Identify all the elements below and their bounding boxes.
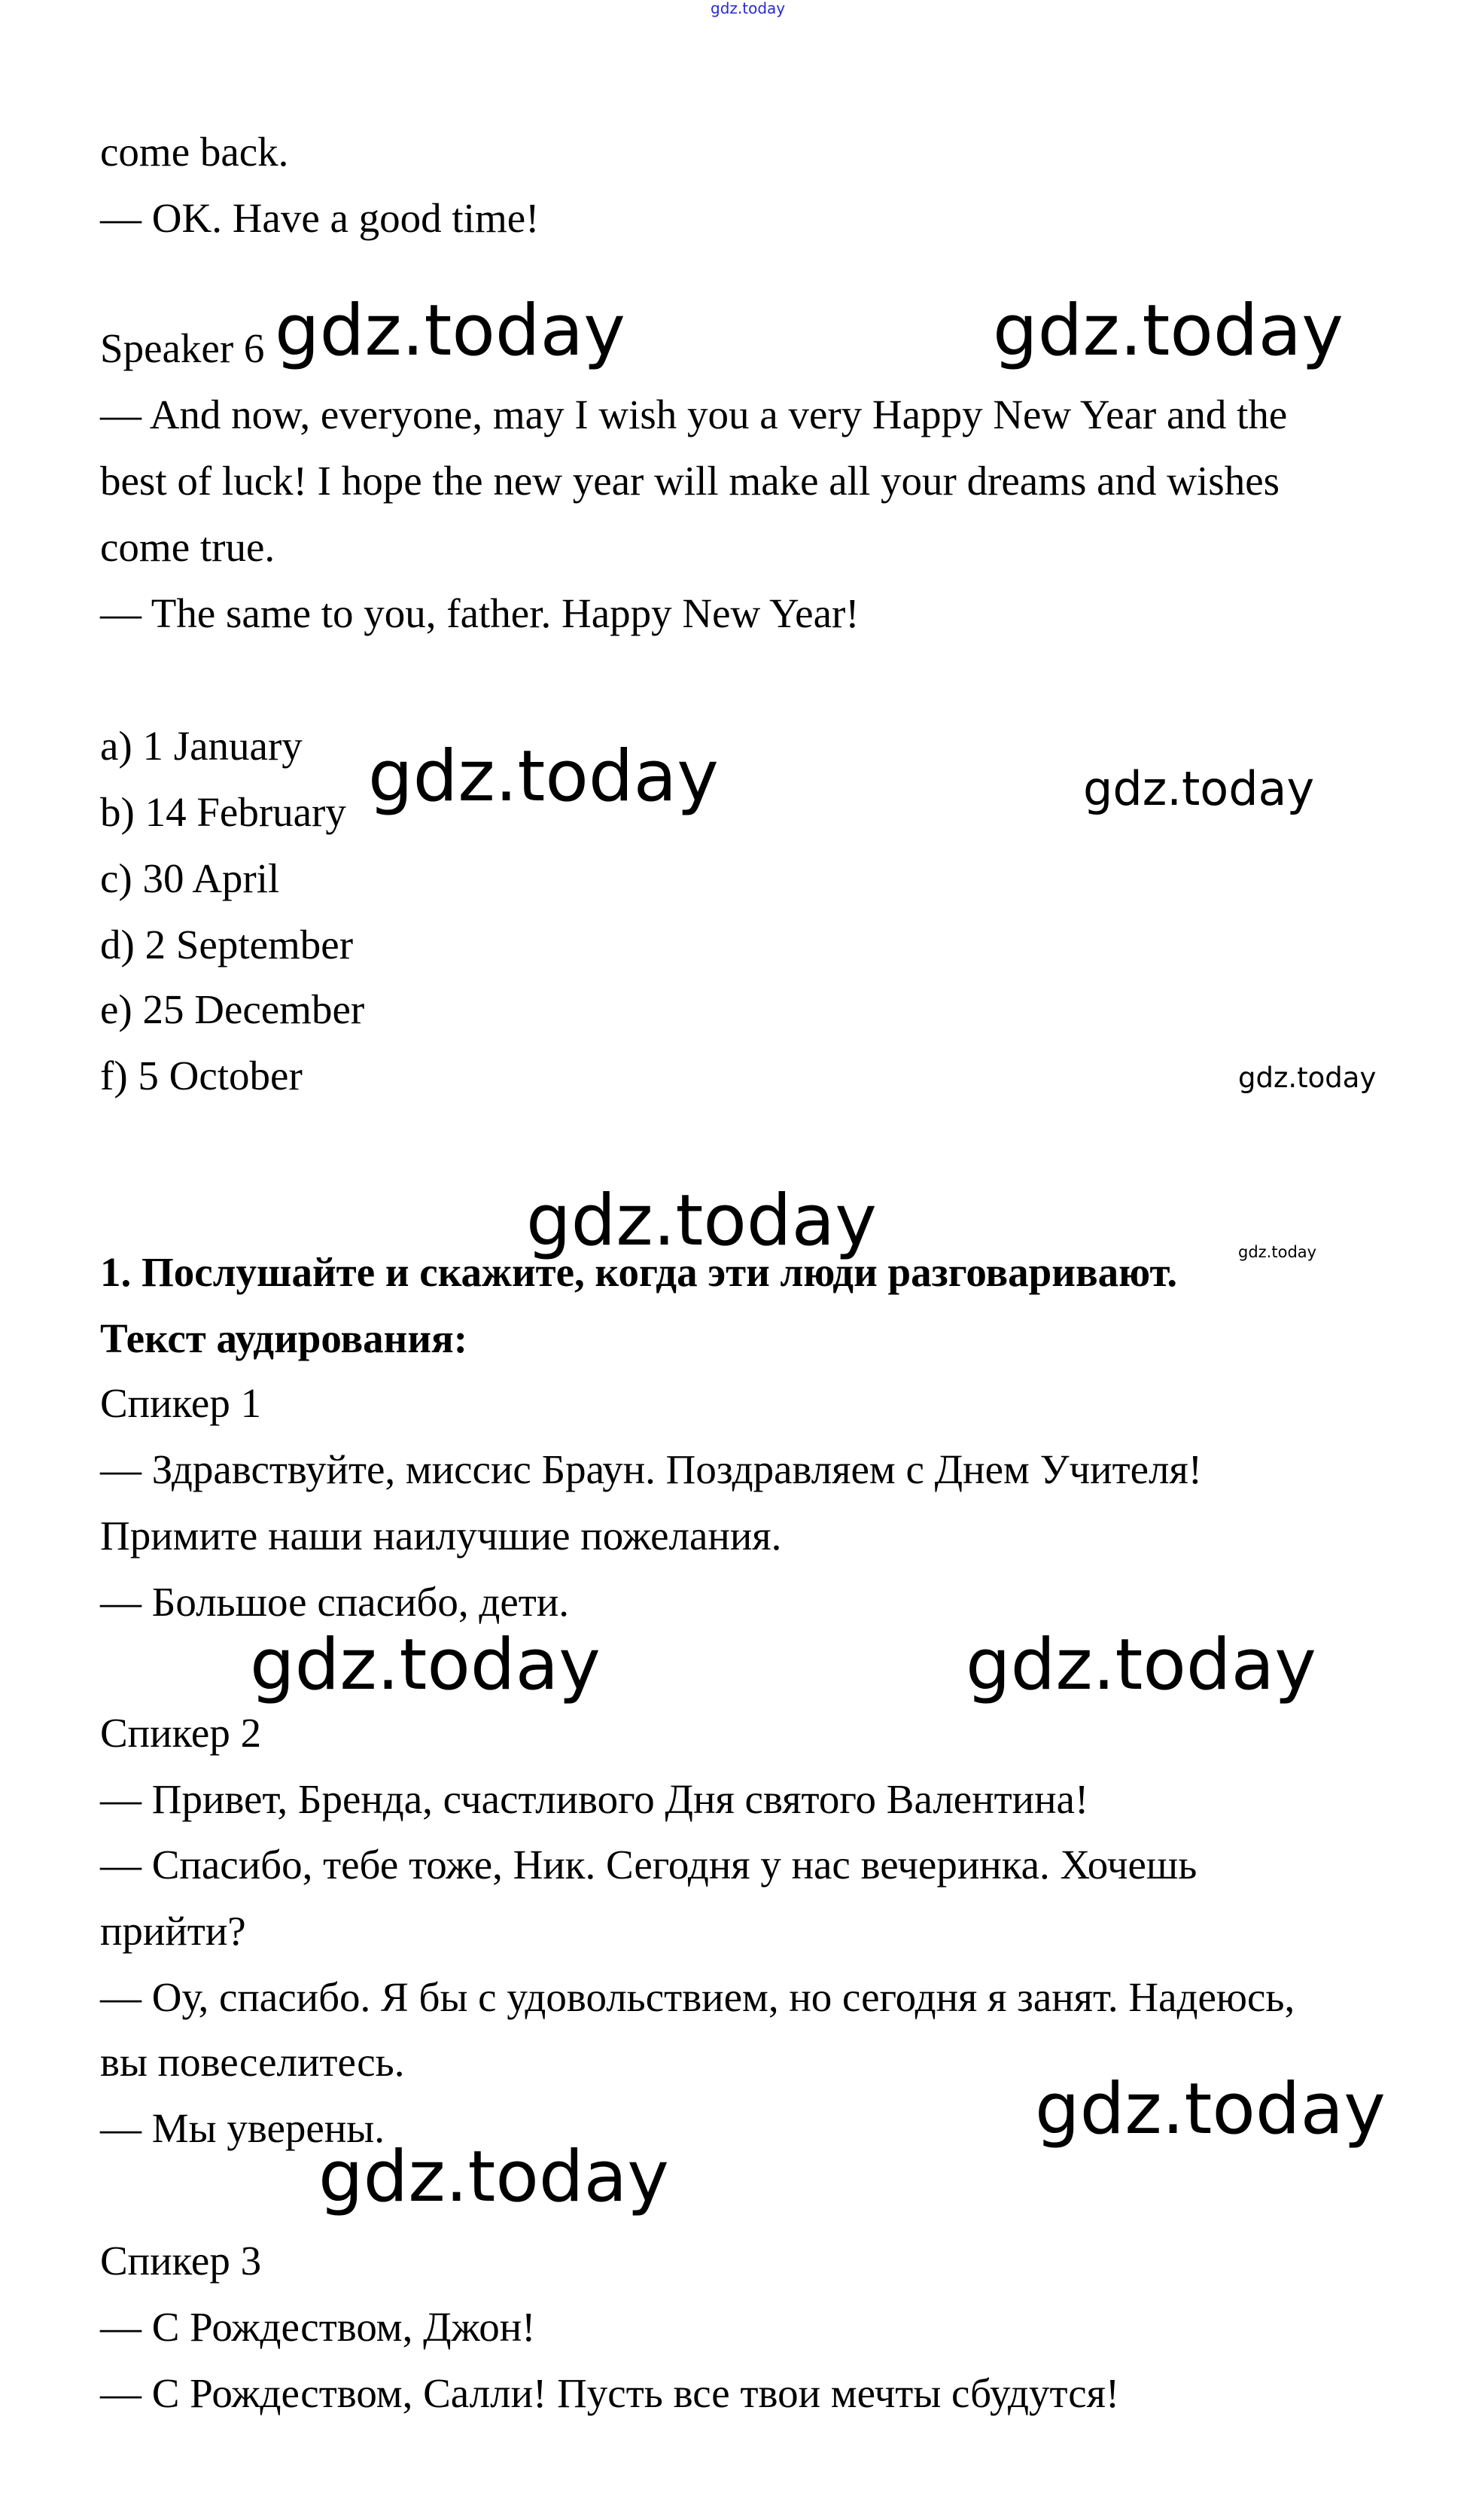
watermark: gdz.today [526,1180,877,1262]
dialogue-line: — OK. Have a good time! [100,195,540,241]
dialogue-line: come back. [100,129,289,175]
dialogue-line: — Привет, Бренда, счастливого Дня святого Валентина! [100,1776,1089,1822]
exercise-subheading: Текст аудирования: [100,1315,468,1361]
dialogue-line: прийти? [100,1908,246,1954]
dialogue-line: — С Рождеством, Салли! Пусть все твои мечты сбудутся! [100,2370,1120,2416]
option-item: f) 5 October [100,1053,303,1099]
speaker-label: Спикер 3 [100,2238,262,2284]
dialogue-line: best of luck! I hope the new year will make all your dreams and wishes [100,458,1280,504]
option-item: d) 2 September [100,922,354,967]
dialogue-line: come true. [100,524,275,570]
option-item: b) 14 February [100,789,346,835]
watermark: gdz.today [368,736,719,818]
option-item: c) 30 April [100,855,280,901]
watermark-top: gdz.today [711,0,786,17]
watermark: gdz.today [966,1624,1316,1706]
option-item: a) 1 January [100,723,303,769]
watermark: gdz.today [318,2136,669,2218]
dialogue-line: — Мы уверены. [100,2105,385,2151]
watermark: gdz.today [1083,761,1315,816]
watermark: gdz.today [1238,1062,1377,1094]
speaker-label: Speaker 6 [100,325,265,371]
dialogue-line: Примите наши наилучшие пожелания. [100,1513,782,1559]
dialogue-line: — Большое спасибо, дети. [100,1579,570,1625]
option-item: e) 25 December [100,986,365,1032]
watermark: gdz.today [1035,2068,1386,2150]
speaker-label: Спикер 1 [100,1380,262,1426]
dialogue-line: — The same to you, father. Happy New Year! [100,590,860,636]
dialogue-line: вы повеселитесь. [100,2039,405,2085]
watermark: gdz.today [275,290,625,372]
watermark: gdz.today [993,290,1344,372]
dialogue-line: — Оу, спасибо. Я бы с удовольствием, но сегодня я занят. Надеюсь, [100,1974,1295,2020]
dialogue-line: — С Рождеством, Джон! [100,2304,536,2350]
dialogue-line: — Здравствуйте, миссис Браун. Поздравляем с Днем Учителя! [100,1446,1203,1492]
watermark: gdz.today [1238,1243,1317,1261]
watermark: gdz.today [250,1624,601,1706]
dialogue-line: — And now, everyone, may I wish you a very Happy New Year and the [100,392,1288,437]
speaker-label: Спикер 2 [100,1710,262,1756]
exercise-heading: 1. Послушайте и скажите, когда эти люди разговаривают. [100,1249,1178,1295]
dialogue-line: — Спасибо, тебе тоже, Ник. Сегодня у нас вечеринка. Хочешь [100,1842,1198,1888]
